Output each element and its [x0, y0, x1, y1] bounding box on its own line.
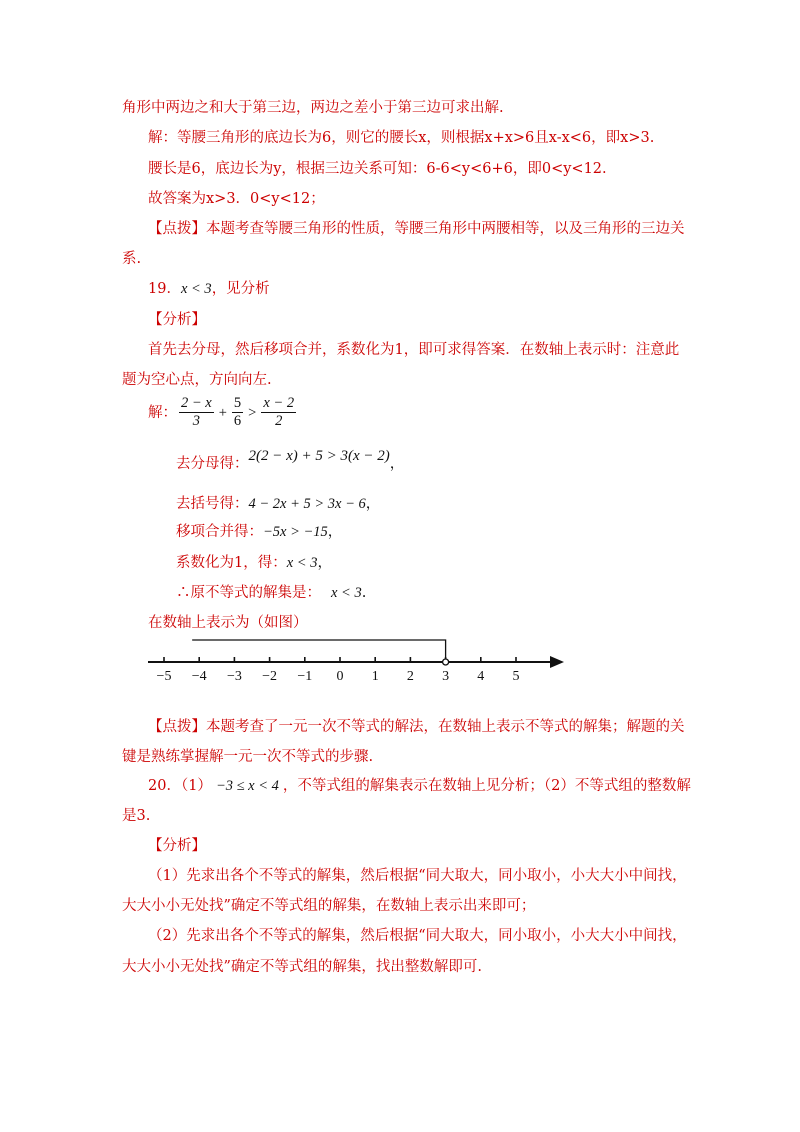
fraction — [232, 395, 243, 430]
math-expr: 4 − 2x + 5 > 3x − 6 — [248, 496, 366, 512]
step-tail: ， — [327, 524, 343, 540]
math-expr: −3 ≤ x < 4 — [215, 778, 279, 794]
number-line-group — [148, 640, 564, 682]
text-line: 系. — [122, 251, 142, 267]
fraction-denominator: 2 — [275, 413, 283, 429]
step-line — [176, 448, 405, 474]
step-label: 系数化为1，得： — [176, 555, 287, 571]
number-line-tick-label: 3 — [442, 669, 450, 682]
step-line — [176, 583, 366, 603]
step-tail: ， — [317, 555, 332, 571]
text-line: 是3. — [122, 808, 151, 824]
step-label: 移项合并得： — [176, 524, 263, 540]
solution-range-bracket — [192, 640, 445, 659]
step-label: 去分母得： — [176, 456, 249, 472]
fraction-numerator: 5 — [233, 395, 242, 411]
number-line-tick-label: 5 — [512, 669, 520, 682]
analysis-heading: 【分析】 — [148, 312, 206, 328]
number-line-tick-label: −3 — [226, 669, 242, 682]
math-expr: x < 3 — [331, 585, 362, 601]
number-line-tick-label: 0 — [336, 669, 344, 682]
text-line: 故答案为x>3．0<y<12； — [148, 191, 325, 207]
number-line-tick-label: 2 — [406, 669, 414, 682]
fraction — [179, 395, 214, 430]
text-line: 【点拨】本题考查等腰三角形的性质，等腰三角形中两腰相等，以及三角形的三边关 — [148, 221, 685, 237]
step-label: ∴原不等式的解集是： — [176, 585, 321, 601]
number-line-caption: 在数轴上表示为（如图） — [148, 615, 308, 631]
step-tail: ， — [365, 496, 381, 512]
fraction-denominator: 6 — [233, 413, 242, 429]
math-expr: x < 3 — [180, 281, 212, 297]
text-line: 解：等腰三角形的底边长为6，则它的腰长x，则根据x+x>6且x-x<6，即x>3. — [148, 130, 655, 146]
number-line-tick-label: −5 — [156, 669, 172, 682]
text-line: 题为空心点，方向向左. — [122, 372, 272, 388]
fraction — [261, 395, 296, 430]
math-expr: x < 3 — [286, 555, 318, 571]
question-19-answer — [148, 279, 270, 299]
fraction-denominator: 3 — [192, 413, 200, 429]
fraction-numerator: 2 − x — [181, 395, 212, 411]
number-line-tick-label: 1 — [371, 669, 379, 682]
step-line — [176, 553, 332, 573]
text-line: 键是熟练掌握解一元一次不等式的步骤. — [122, 749, 374, 765]
text-line: 腰长是6，底边长为y，根据三边关系可知：6-6<y<6+6，即0<y<12. — [148, 161, 607, 177]
text-line: 角形中两边之和大于第三边，两边之差小于第三边可求出解. — [122, 100, 504, 116]
solution-label: 解： — [148, 404, 177, 421]
number-line-tick-label: 4 — [477, 669, 485, 682]
answer-tail: ，见分析 — [211, 281, 270, 297]
step-line — [176, 494, 380, 514]
greater-sign: > — [248, 404, 257, 421]
step-label: 去括号得： — [176, 496, 249, 512]
text-line: （1）先求出各个不等式的解集，然后根据“同大取大，同小取小，小大大小中间找， — [148, 868, 687, 884]
analysis-heading: 【分析】 — [148, 838, 206, 854]
number-line-tick-label: −4 — [191, 669, 207, 682]
text-line: 大大小小无处找”确定不等式组的解集，找出整数解即可. — [122, 959, 483, 975]
fraction-numerator: x − 2 — [263, 395, 295, 411]
plus-sign: + — [218, 404, 227, 421]
number-line-figure — [144, 632, 584, 682]
step-tail: . — [361, 585, 367, 601]
number-line-tick-label: −1 — [297, 669, 313, 682]
math-expr: −5x > −15 — [263, 524, 328, 540]
math-expr: 2(2 − x) + 5 > 3(x − 2) — [248, 448, 390, 464]
question-number: 20．（1） — [148, 778, 212, 794]
text-line: （2）先求出各个不等式的解集，然后根据“同大取大，同小取小，小大大小中间找， — [148, 928, 687, 944]
number-line-arrowhead — [550, 656, 564, 668]
original-inequality — [148, 395, 298, 430]
text-line: 【点拨】本题考查了一元一次不等式的解法，在数轴上表示不等式的解集；解题的关 — [148, 719, 685, 735]
answer-tail: ，不等式组的解集表示在数轴上见分析；（2）不等式组的整数解 — [282, 778, 691, 794]
step-line — [176, 522, 342, 542]
step-tail: ， — [389, 456, 405, 472]
text-line: 大大小小无处找”确定不等式组的解集，在数轴上表示出来即可； — [122, 898, 536, 914]
question-number: 19． — [148, 281, 181, 297]
open-endpoint-circle — [443, 659, 449, 665]
number-line-tick-label: −2 — [262, 669, 278, 682]
question-20-answer — [148, 776, 691, 796]
text-line: 首先去分母，然后移项合并，系数化为1，即可求得答案．在数轴上表示时：注意此 — [148, 342, 680, 358]
